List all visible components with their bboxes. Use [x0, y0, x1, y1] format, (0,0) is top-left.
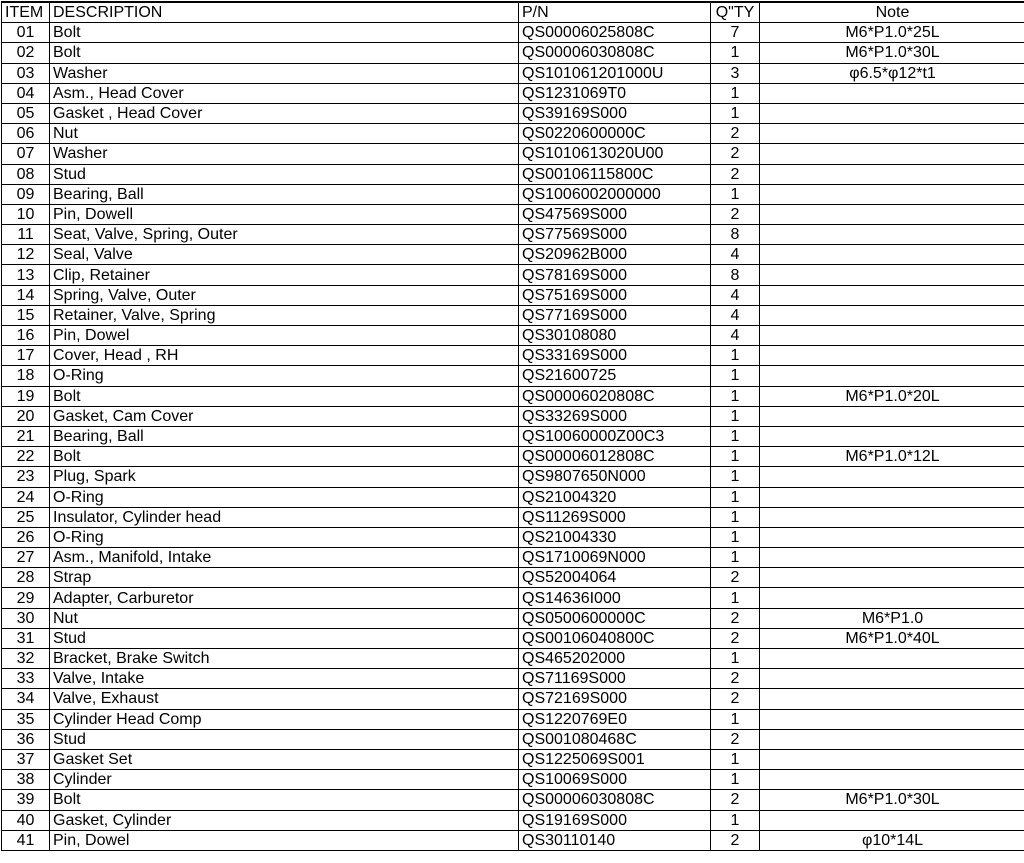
header-qty: Q"TY	[711, 2, 760, 23]
cell-pn: QS465202000	[519, 649, 711, 669]
header-row	[2, 2, 1024, 23]
cell-qty: 8	[711, 225, 760, 245]
cell-note	[760, 164, 1024, 184]
cell-pn: QS1225069S001	[519, 749, 711, 769]
table-row	[2, 366, 1024, 386]
cell-item: 10	[2, 204, 50, 224]
cell-pn: QS21004320	[519, 487, 711, 507]
cell-item: 07	[2, 144, 50, 164]
cell-item: 05	[2, 103, 50, 123]
table-row	[2, 568, 1024, 588]
cell-item: 28	[2, 568, 50, 588]
cell-note	[760, 103, 1024, 123]
cell-description: Bolt	[50, 447, 519, 467]
cell-qty: 1	[711, 346, 760, 366]
cell-note	[760, 346, 1024, 366]
cell-pn: QS101061201000U	[519, 63, 711, 83]
cell-qty: 2	[711, 628, 760, 648]
cell-item: 09	[2, 184, 50, 204]
cell-description: O-Ring	[50, 366, 519, 386]
cell-item: 26	[2, 527, 50, 547]
cell-item: 29	[2, 588, 50, 608]
cell-qty: 2	[711, 204, 760, 224]
cell-pn: QS21600725	[519, 366, 711, 386]
cell-description: Stud	[50, 164, 519, 184]
cell-pn: QS0220600000C	[519, 124, 711, 144]
cell-item: 35	[2, 709, 50, 729]
cell-note: M6*P1.0*12L	[760, 447, 1024, 467]
cell-pn: QS30108080	[519, 326, 711, 346]
cell-item: 16	[2, 326, 50, 346]
table-row	[2, 507, 1024, 527]
cell-note	[760, 265, 1024, 285]
table-row	[2, 124, 1024, 144]
cell-description: O-Ring	[50, 487, 519, 507]
cell-item: 06	[2, 124, 50, 144]
cell-pn: QS47569S000	[519, 204, 711, 224]
cell-pn: QS1220769E0	[519, 709, 711, 729]
cell-qty: 3	[711, 63, 760, 83]
cell-pn: QS33269S000	[519, 406, 711, 426]
cell-description: O-Ring	[50, 527, 519, 547]
cell-note	[760, 749, 1024, 769]
cell-pn: QS52004064	[519, 568, 711, 588]
cell-qty: 1	[711, 184, 760, 204]
cell-qty: 1	[711, 467, 760, 487]
cell-description: Asm., Manifold, Intake	[50, 548, 519, 568]
table-row	[2, 406, 1024, 426]
cell-note	[760, 204, 1024, 224]
cell-description: Pin, Dowel	[50, 830, 519, 850]
cell-qty: 2	[711, 568, 760, 588]
table-row	[2, 184, 1024, 204]
cell-pn: QS0500600000C	[519, 608, 711, 628]
cell-description: Stud	[50, 628, 519, 648]
cell-item: 36	[2, 729, 50, 749]
cell-qty: 2	[711, 608, 760, 628]
cell-qty: 2	[711, 790, 760, 810]
cell-note	[760, 649, 1024, 669]
table-row	[2, 103, 1024, 123]
cell-pn: QS78169S000	[519, 265, 711, 285]
cell-pn: QS77169S000	[519, 305, 711, 325]
cell-note	[760, 225, 1024, 245]
cell-qty: 1	[711, 507, 760, 527]
cell-qty: 1	[711, 548, 760, 568]
table-row	[2, 689, 1024, 709]
table-row	[2, 447, 1024, 467]
cell-item: 17	[2, 346, 50, 366]
cell-item: 15	[2, 305, 50, 325]
parts-table	[1, 1, 1024, 851]
cell-qty: 4	[711, 285, 760, 305]
cell-description: Cover, Head , RH	[50, 346, 519, 366]
cell-note	[760, 507, 1024, 527]
cell-pn: QS00006020808C	[519, 386, 711, 406]
cell-description: Pin, Dowel	[50, 326, 519, 346]
table-row	[2, 467, 1024, 487]
cell-pn: QS10069S000	[519, 770, 711, 790]
cell-note	[760, 689, 1024, 709]
cell-description: Gasket Set	[50, 749, 519, 769]
cell-note: M6*P1.0*30L	[760, 43, 1024, 63]
cell-description: Gasket, Cylinder	[50, 810, 519, 830]
cell-note	[760, 426, 1024, 446]
cell-item: 20	[2, 406, 50, 426]
cell-note	[760, 305, 1024, 325]
cell-qty: 1	[711, 709, 760, 729]
table-row	[2, 144, 1024, 164]
cell-pn: QS19169S000	[519, 810, 711, 830]
cell-pn: QS1231069T0	[519, 83, 711, 103]
table-row	[2, 729, 1024, 749]
cell-description: Bolt	[50, 790, 519, 810]
cell-description: Valve, Exhaust	[50, 689, 519, 709]
cell-item: 33	[2, 669, 50, 689]
cell-item: 24	[2, 487, 50, 507]
cell-qty: 1	[711, 527, 760, 547]
cell-note	[760, 366, 1024, 386]
table-row	[2, 669, 1024, 689]
cell-pn: QS72169S000	[519, 689, 711, 709]
cell-description: Bolt	[50, 23, 519, 43]
cell-item: 39	[2, 790, 50, 810]
cell-description: Nut	[50, 124, 519, 144]
table-row	[2, 225, 1024, 245]
table-row	[2, 628, 1024, 648]
cell-pn: QS39169S000	[519, 103, 711, 123]
cell-description: Gasket , Head Cover	[50, 103, 519, 123]
table-row	[2, 43, 1024, 63]
cell-note	[760, 144, 1024, 164]
cell-description: Gasket, Cam Cover	[50, 406, 519, 426]
table-row	[2, 63, 1024, 83]
table-row	[2, 426, 1024, 446]
cell-item: 38	[2, 770, 50, 790]
header-item: ITEM	[2, 2, 50, 23]
cell-qty: 1	[711, 588, 760, 608]
table-row	[2, 204, 1024, 224]
cell-description: Plug, Spark	[50, 467, 519, 487]
cell-qty: 4	[711, 326, 760, 346]
cell-item: 19	[2, 386, 50, 406]
table-row	[2, 830, 1024, 850]
table-row	[2, 608, 1024, 628]
table-row	[2, 305, 1024, 325]
table-row	[2, 285, 1024, 305]
cell-pn: QS33169S000	[519, 346, 711, 366]
cell-item: 14	[2, 285, 50, 305]
cell-note: M6*P1.0*30L	[760, 790, 1024, 810]
parts-table-body	[2, 23, 1024, 851]
cell-description: Valve, Intake	[50, 669, 519, 689]
cell-description: Bearing, Ball	[50, 184, 519, 204]
cell-description: Seal, Valve	[50, 245, 519, 265]
cell-note	[760, 669, 1024, 689]
cell-description: Spring, Valve, Outer	[50, 285, 519, 305]
cell-note	[760, 729, 1024, 749]
table-row	[2, 527, 1024, 547]
cell-qty: 4	[711, 305, 760, 325]
cell-item: 13	[2, 265, 50, 285]
cell-qty: 2	[711, 669, 760, 689]
cell-note: φ6.5*φ12*t1	[760, 63, 1024, 83]
cell-qty: 4	[711, 245, 760, 265]
cell-qty: 7	[711, 23, 760, 43]
cell-note	[760, 527, 1024, 547]
cell-item: 31	[2, 628, 50, 648]
cell-note: M6*P1.0*25L	[760, 23, 1024, 43]
cell-description: Bracket, Brake Switch	[50, 649, 519, 669]
cell-description: Asm., Head Cover	[50, 83, 519, 103]
cell-item: 41	[2, 830, 50, 850]
cell-description: Cylinder Head Comp	[50, 709, 519, 729]
cell-qty: 1	[711, 83, 760, 103]
cell-description: Clip, Retainer	[50, 265, 519, 285]
cell-qty: 2	[711, 830, 760, 850]
cell-description: Cylinder	[50, 770, 519, 790]
cell-description: Insulator, Cylinder head	[50, 507, 519, 527]
table-row	[2, 709, 1024, 729]
cell-note	[760, 285, 1024, 305]
table-row	[2, 749, 1024, 769]
cell-qty: 1	[711, 447, 760, 467]
table-row	[2, 548, 1024, 568]
cell-note	[760, 245, 1024, 265]
table-row	[2, 83, 1024, 103]
cell-note: M6*P1.0	[760, 608, 1024, 628]
cell-note	[760, 770, 1024, 790]
cell-item: 18	[2, 366, 50, 386]
cell-item: 02	[2, 43, 50, 63]
cell-item: 37	[2, 749, 50, 769]
cell-item: 21	[2, 426, 50, 446]
cell-qty: 1	[711, 649, 760, 669]
cell-qty: 2	[711, 729, 760, 749]
cell-qty: 8	[711, 265, 760, 285]
cell-pn: QS00106115800C	[519, 164, 711, 184]
cell-note	[760, 124, 1024, 144]
cell-note	[760, 487, 1024, 507]
cell-pn: QS11269S000	[519, 507, 711, 527]
cell-note: M6*P1.0*40L	[760, 628, 1024, 648]
table-row	[2, 588, 1024, 608]
cell-pn: QS001080468C	[519, 729, 711, 749]
cell-pn: QS00006030808C	[519, 43, 711, 63]
cell-description: Stud	[50, 729, 519, 749]
cell-note	[760, 326, 1024, 346]
cell-qty: 2	[711, 689, 760, 709]
cell-qty: 2	[711, 164, 760, 184]
cell-qty: 1	[711, 366, 760, 386]
cell-note: M6*P1.0*20L	[760, 386, 1024, 406]
cell-pn: QS20962B000	[519, 245, 711, 265]
cell-pn: QS21004330	[519, 527, 711, 547]
cell-item: 32	[2, 649, 50, 669]
cell-item: 27	[2, 548, 50, 568]
cell-qty: 1	[711, 749, 760, 769]
cell-note	[760, 548, 1024, 568]
cell-item: 30	[2, 608, 50, 628]
cell-pn: QS30110140	[519, 830, 711, 850]
cell-description: Bearing, Ball	[50, 426, 519, 446]
cell-qty: 1	[711, 810, 760, 830]
cell-qty: 1	[711, 103, 760, 123]
cell-item: 12	[2, 245, 50, 265]
table-row	[2, 164, 1024, 184]
cell-item: 34	[2, 689, 50, 709]
cell-pn: QS75169S000	[519, 285, 711, 305]
table-row	[2, 265, 1024, 285]
cell-item: 25	[2, 507, 50, 527]
cell-qty: 1	[711, 487, 760, 507]
cell-pn: QS77569S000	[519, 225, 711, 245]
cell-pn: QS1010613020U00	[519, 144, 711, 164]
cell-pn: QS10060000Z00C3	[519, 426, 711, 446]
cell-note	[760, 467, 1024, 487]
cell-qty: 1	[711, 43, 760, 63]
cell-description: Bolt	[50, 386, 519, 406]
cell-pn: QS9807650N000	[519, 467, 711, 487]
cell-description: Washer	[50, 144, 519, 164]
table-row	[2, 770, 1024, 790]
cell-qty: 1	[711, 386, 760, 406]
cell-qty: 2	[711, 124, 760, 144]
cell-qty: 1	[711, 426, 760, 446]
cell-note	[760, 568, 1024, 588]
cell-item: 01	[2, 23, 50, 43]
cell-pn: QS1710069N000	[519, 548, 711, 568]
cell-note	[760, 184, 1024, 204]
table-row	[2, 23, 1024, 43]
table-row	[2, 649, 1024, 669]
table-row	[2, 245, 1024, 265]
cell-note	[760, 588, 1024, 608]
cell-note	[760, 83, 1024, 103]
cell-qty: 2	[711, 144, 760, 164]
cell-note	[760, 406, 1024, 426]
header-description: DESCRIPTION	[50, 2, 519, 23]
table-row	[2, 326, 1024, 346]
cell-pn: QS00106040800C	[519, 628, 711, 648]
cell-item: 03	[2, 63, 50, 83]
cell-description: Strap	[50, 568, 519, 588]
cell-description: Adapter, Carburetor	[50, 588, 519, 608]
cell-note: φ10*14L	[760, 830, 1024, 850]
cell-note	[760, 709, 1024, 729]
cell-item: 08	[2, 164, 50, 184]
cell-item: 23	[2, 467, 50, 487]
cell-item: 11	[2, 225, 50, 245]
cell-description: Pin, Dowell	[50, 204, 519, 224]
table-row	[2, 386, 1024, 406]
cell-item: 22	[2, 447, 50, 467]
cell-description: Bolt	[50, 43, 519, 63]
cell-pn: QS14636I000	[519, 588, 711, 608]
cell-description: Seat, Valve, Spring, Outer	[50, 225, 519, 245]
cell-qty: 1	[711, 770, 760, 790]
cell-pn: QS00006030808C	[519, 790, 711, 810]
header-note: Note	[760, 2, 1024, 23]
cell-pn: QS00006012808C	[519, 447, 711, 467]
table-row	[2, 487, 1024, 507]
table-row	[2, 346, 1024, 366]
table-row	[2, 810, 1024, 830]
cell-description: Nut	[50, 608, 519, 628]
header-pn: P/N	[519, 2, 711, 23]
cell-item: 04	[2, 83, 50, 103]
cell-pn: QS1006002000000	[519, 184, 711, 204]
cell-pn: QS71169S000	[519, 669, 711, 689]
table-row	[2, 790, 1024, 810]
cell-qty: 1	[711, 406, 760, 426]
cell-description: Retainer, Valve, Spring	[50, 305, 519, 325]
cell-pn: QS00006025808C	[519, 23, 711, 43]
cell-note	[760, 810, 1024, 830]
cell-description: Washer	[50, 63, 519, 83]
cell-item: 40	[2, 810, 50, 830]
